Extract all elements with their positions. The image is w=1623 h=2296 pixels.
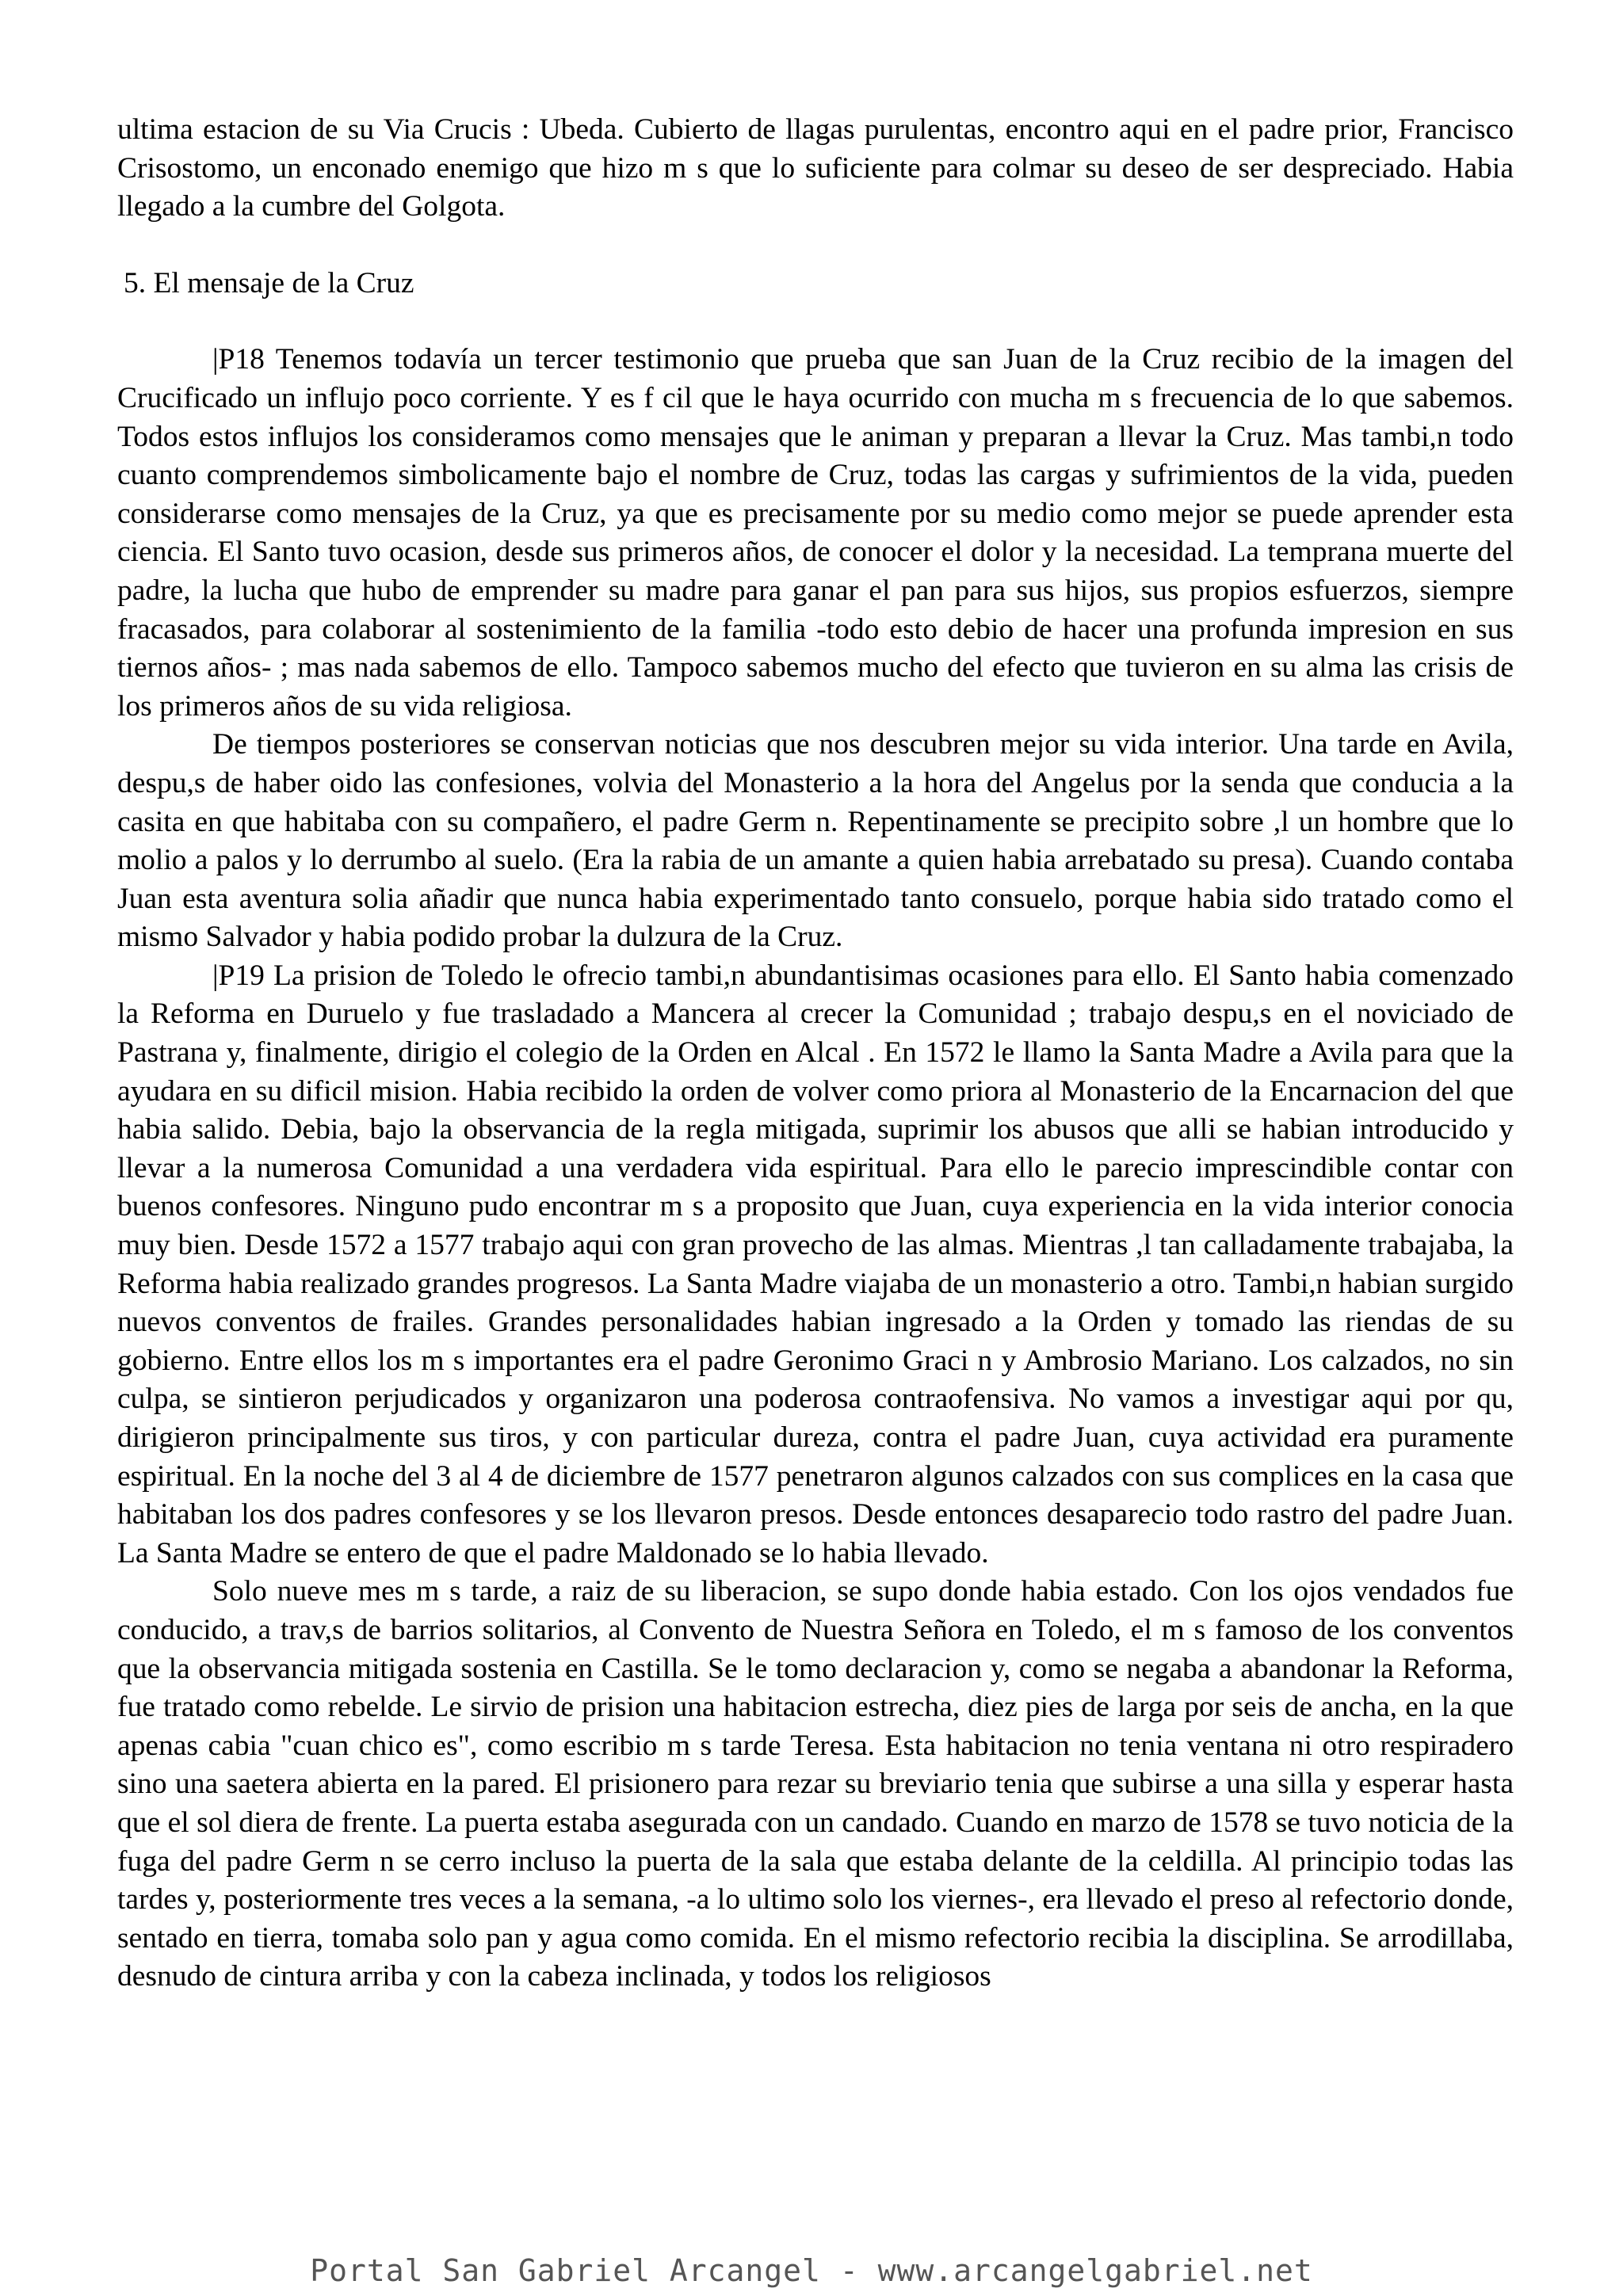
page-footer: Portal San Gabriel Arcangel - www.arcangelgabriel.net xyxy=(310,2253,1313,2288)
paragraph: |P19 La prision de Toledo le ofrecio tambi,n abundantisimas ocasiones para ello. El Santo habia comenzado la Reforma en Duruelo y fue trasladado a Mancera al crecer la Comunidad ; trabajo despu,s en el noviciado de Pastrana y, finalmente, dirigio el colegio de la Orden en Alcal . En 1572 le llamo la Santa Madre a Avila para que la ayudara en su dificil mision. Habia recibido la orden de volver como priora al Monasterio de la Encarnacion del que habia salido. Debia, bajo la observancia de la regla mitigada, suprimir los abusos que alli se habian introducido y llevar a la numerosa Comunidad a una verdadera vida espiritual. Para ello le parecio imprescindible contar con buenos confesores. Ninguno pudo encontrar m s a proposito que Juan, cuya experiencia en la vida interior conocia muy bien. Desde 1572 a 1577 trabajo aqui con gran provecho de las almas. Mientras ,l tan calladamente trabajaba, la Reforma habia realizado grandes progresos. La Santa Madre viajaba de un monasterio a otro. Tambi,n habian surgido nuevos conventos de frailes. Grandes personalidades habian ingresado a la Orden y tomado las riendas de su gobierno. Entre ellos los m s importantes era el padre Geronimo Graci n y Ambrosio Mariano. Los calzados, no sin culpa, se sintieron perjudicados y organizaron una poderosa contraofensiva. No vamos a investigar aqui por qu, dirigieron principalmente sus tiros, y con particular dureza, contra el padre Juan, cuya actividad era puramente espiritual. En la noche del 3 al 4 de diciembre de 1577 penetraron algunos calzados con sus complices en la casa que habitaban los dos padres confesores y se los llevaron presos. Desde entonces desaparecio todo rastro del padre Juan. La Santa Madre se entero de que el padre Maldonado se lo habia llevado. xyxy=(117,959,1514,1569)
section-heading: 5. El mensaje de la Cruz xyxy=(124,266,414,299)
paragraph: |P18 Tenemos todavía un tercer testimonio que prueba que san Juan de la Cruz recibio de la imagen del Crucificado un influjo poco corriente. Y es f cil que le haya ocurrido con mucha m s frecuencia de lo que sabemos. Todos estos influjos los consideramos como mensajes que le animan y preparan a llevar la Cruz. Mas tambi,n todo cuanto comprendemos simbolicamente bajo el nombre de Cruz, todas las cargas y sufrimientos de la vida, pueden considerarse como mensajes de la Cruz, ya que es precisamente por su medio como mejor se puede aprender esta ciencia. El Santo tuvo ocasion, desde sus primeros años, de conocer el dolor y la necesidad. La temprana muerte del padre, la lucha que hubo de emprender su madre para ganar el pan para sus hijos, sus propios esfuerzos, siempre fracasados, para colaborar al sostenimiento de la familia -todo esto debio de hacer una profunda impresion en sus tiernos años- ; mas nada sabemos de ello. Tampoco sabemos mucho del efecto que tuvieron en su alma las crisis de los primeros años de su vida religiosa. xyxy=(117,343,1514,723)
paragraph-continuation: ultima estacion de su Via Crucis : Ubeda. Cubierto de llagas purulentas, encontro aqui en el padre prior, Francisco Crisostomo, un enconado enemigo que hizo m s que lo suficiente para colmar su deseo de ser despreciado. Habia llegado a la cumbre del Golgota. xyxy=(117,113,1514,223)
paragraph: De tiempos posteriores se conservan noticias que nos descubren mejor su vida interior. Una tarde en Avila, despu,s de haber oido las confesiones, volvia del Monasterio a la hora del Angelus por la senda que conducia a la casita en que habitaba con su compañero, el padre Germ n. Repentinamente se precipito sobre ,l un hombre que lo molio a palos y lo derrumbo al suelo. (Era la rabia de un amante a quien habia arrebatado su presa). Cuando contaba Juan esta aventura solia añadir que nunca habia experimentado tanto consuelo, porque habia sido tratado como el mismo Salvador y habia podido probar la dulzura de la Cruz. xyxy=(117,728,1514,954)
paragraph: Solo nueve mes m s tarde, a raiz de su liberacion, se supo donde habia estado. Con los ojos vendados fue conducido, a trav,s de barrios solitarios, al Convento de Nuestra Señora en Toledo, el m s famoso de los conventos que la observancia mitigada sostenia en Castilla. Se le tomo declaracion y, como se negaba a abandonar la Reforma, fue tratado como rebelde. Le sirvio de prision una habitacion estrecha, diez pies de larga por seis de ancha, en la que apenas cabia "cuan chico es", como escribio m s tarde Teresa. Esta habitacion no tenia ventana ni otro respiradero sino una saetera abierta en la pared. El prisionero para rezar su breviario tenia que subirse a una silla y esperar hasta que el sol diera de frente. La puerta estaba asegurada con un candado. Cuando en marzo de 1578 se tuvo noticia de la fuga del padre Germ n se cerro incluso la puerta de la sala que estaba delante de la celdilla. Al principio todas las tardes y, posteriormente tres veces a la semana, -a lo ultimo solo los viernes-, era llevado el preso al refectorio donde, sentado en tierra, tomaba solo pan y agua como comida. En el mismo refectorio recibia la disciplina. Se arrodillaba, desnudo de cintura arriba y con la cabeza inclinada, y todos los religiosos xyxy=(117,1575,1514,1993)
document-body xyxy=(117,111,1514,1997)
